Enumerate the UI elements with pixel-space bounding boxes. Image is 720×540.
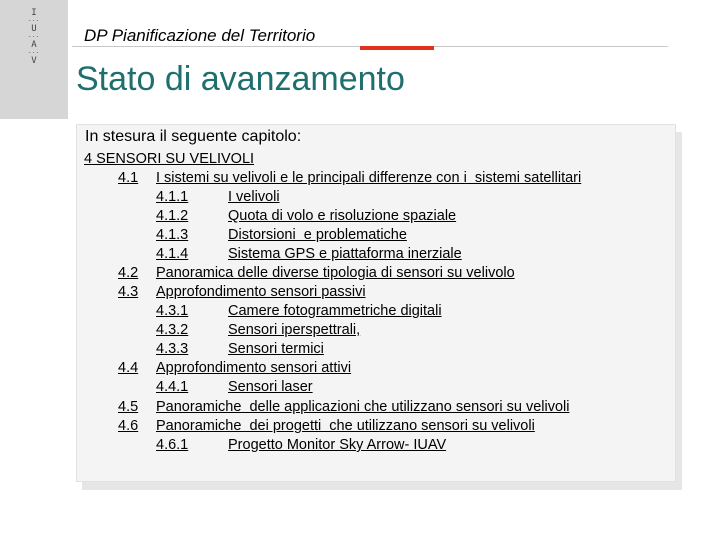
outline-number: 4.4 bbox=[118, 360, 139, 376]
outline-number: 4.6 bbox=[118, 418, 139, 434]
outline-text: Camere fotogrammetriche digitali bbox=[228, 303, 442, 319]
logo-letter: A bbox=[31, 40, 37, 50]
chapter-heading: 4 SENSORI SU VELIVOLI bbox=[84, 151, 255, 167]
outline-text: I velivoli bbox=[228, 189, 280, 205]
intro-text: In stesura il seguente capitolo: bbox=[85, 128, 302, 145]
outline-text: Panoramiche dei progetti che utilizzano sensori su velivoli bbox=[156, 418, 535, 434]
outline-text: Sensori iperspettrali, bbox=[228, 322, 361, 338]
outline-number: 4.4.1 bbox=[156, 379, 189, 395]
outline-number: 4.3.2 bbox=[156, 322, 189, 338]
outline-text: Approfondimento sensori attivi bbox=[156, 360, 352, 376]
outline-number: 4.1.4 bbox=[156, 246, 189, 262]
header-accent-bar bbox=[360, 46, 434, 50]
logo-dots: ··· bbox=[28, 32, 40, 41]
outline-number: 4.1.1 bbox=[156, 189, 189, 205]
outline-number: 4.2 bbox=[118, 265, 139, 281]
outline-text: Sistema GPS e piattaforma inerziale bbox=[228, 246, 462, 262]
outline-number: 4.1.2 bbox=[156, 208, 189, 224]
outline-number: 4.1.3 bbox=[156, 227, 189, 243]
outline-text: Distorsioni e problematiche bbox=[228, 227, 407, 243]
logo-letter: U bbox=[31, 24, 37, 34]
header-title: DP Pianificazione del Territorio bbox=[84, 26, 316, 45]
outline-number: 4.6.1 bbox=[156, 437, 189, 453]
outline-number: 4.1 bbox=[118, 170, 139, 186]
sidebar-logo-strip bbox=[0, 0, 68, 119]
outline-number: 4.3.3 bbox=[156, 341, 189, 357]
outline-number: 4.3.1 bbox=[156, 303, 189, 319]
iuav-logo bbox=[0, 8, 68, 66]
logo-dots: ··· bbox=[28, 48, 40, 57]
outline-text: Sensori termici bbox=[228, 341, 324, 357]
outline-text: Panoramica delle diverse tipologia di sensori su velivolo bbox=[156, 265, 515, 281]
logo-dots: ··· bbox=[28, 16, 40, 25]
outline-text: Panoramiche delle applicazioni che utilizzano sensori su velivoli bbox=[156, 399, 570, 415]
slide-title: Stato di avanzamento bbox=[76, 60, 405, 98]
outline-text: Sensori laser bbox=[228, 379, 313, 395]
outline-text: Quota di volo e risoluzione spaziale bbox=[228, 208, 457, 224]
outline-number: 4.3 bbox=[118, 284, 139, 300]
outline-number: 4.5 bbox=[118, 399, 139, 415]
outline-text: I sistemi su velivoli e le principali differenze con i sistemi satellitari bbox=[156, 170, 582, 186]
logo-letter: V bbox=[31, 56, 37, 66]
outline-text: Approfondimento sensori passivi bbox=[156, 284, 366, 300]
outline-text: Progetto Monitor Sky Arrow- IUAV bbox=[228, 437, 447, 453]
logo-letter: I bbox=[31, 8, 37, 18]
